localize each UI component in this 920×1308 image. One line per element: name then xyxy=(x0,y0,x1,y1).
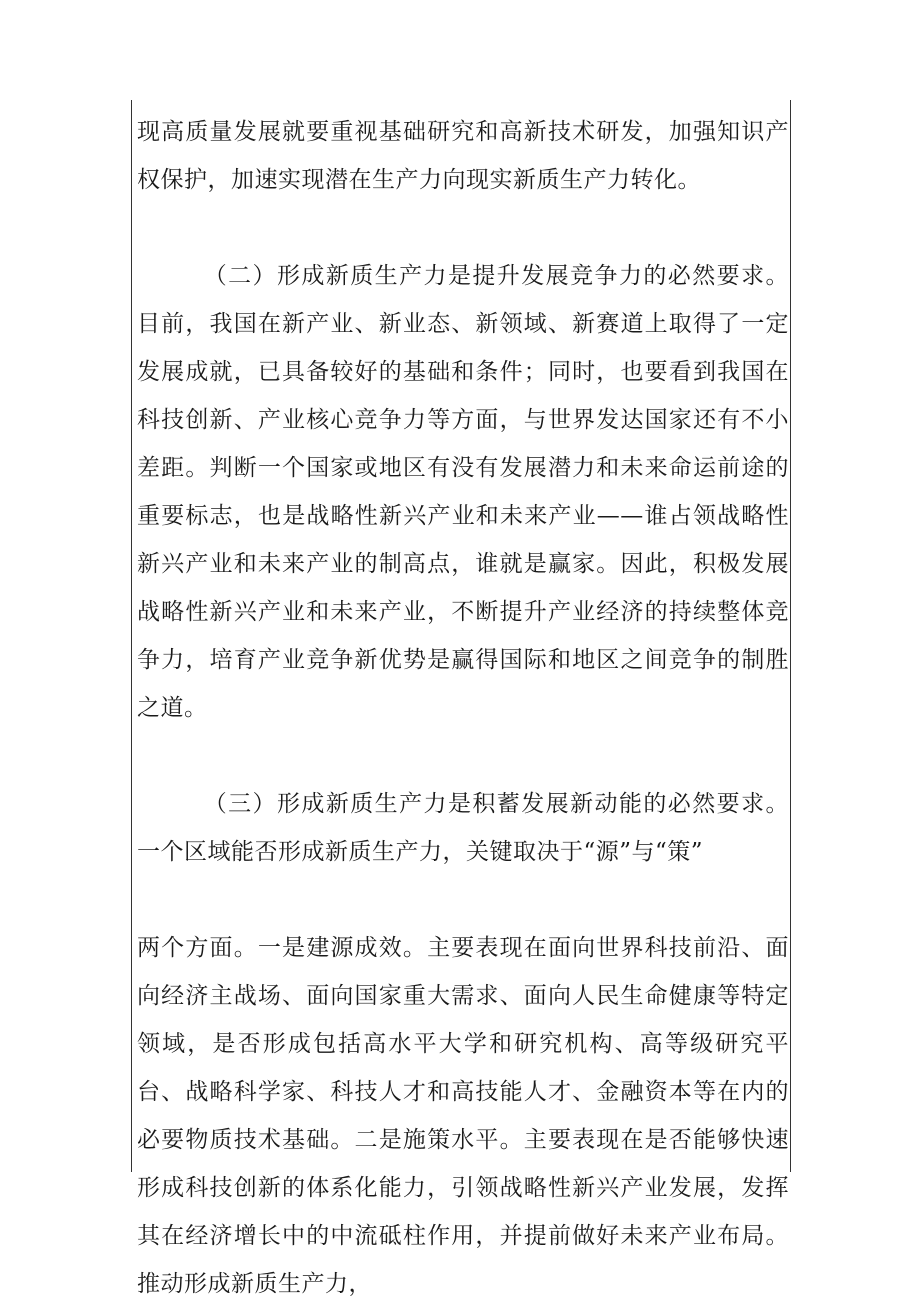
paragraph-gap xyxy=(137,876,789,924)
paragraph-section-three: （三）形成新质生产力是积蓄发展新动能的必然要求。一个区域能否形成新质生产力，关键取决于“源”与“策” xyxy=(137,791,789,865)
paragraph-gap xyxy=(137,732,789,780)
document-body xyxy=(137,108,789,1308)
paragraph-continuation: 现高质量发展就要重视基础研究和高新技术研发，加强知识产权保护，加速实现潜在生产力向现实新质生产力转化。 xyxy=(137,119,789,193)
paragraph-section-two: （二）形成新质生产力是提升发展竞争力的必然要求。目前，我国在新产业、新业态、新领域、新赛道上取得了一定发展成就，已具备较好的基础和条件；同时，也要看到我国在科技创新、产业核心竞争力等方面，与世界发达国家还有不小差距。判断一个国家或地区有没有发展潜力和未来命运前途的重要标志，也是战略性新兴产业和未来产业——谁占领战略性新兴产业和未来产业的制高点，谁就是赢家。因此，积极发展战略性新兴产业和未来产业，不断提升产业经济的持续整体竞争力，培育产业竞争新优势是赢得国际和地区之间竞争的制胜之道。 xyxy=(137,263,789,721)
paragraph-gap xyxy=(137,204,789,252)
paragraph-section-three-continued: 两个方面。一是建源成效。主要表现在面向世界科技前沿、面向经济主战场、面向国家重大需求、面向人民生命健康等特定领域，是否形成包括高水平大学和研究机构、高等级研究平台、战略科学家、科技人才和高技能人才、金融资本等在内的必要物质技术基础。二是施策水平。主要表现在是否能够快速形成科技创新的体系化能力，引领战略性新兴产业发展，发挥其在经济增长中的中流砥柱作用，并提前做好未来产业布局。推动形成新质生产力， xyxy=(137,935,789,1297)
